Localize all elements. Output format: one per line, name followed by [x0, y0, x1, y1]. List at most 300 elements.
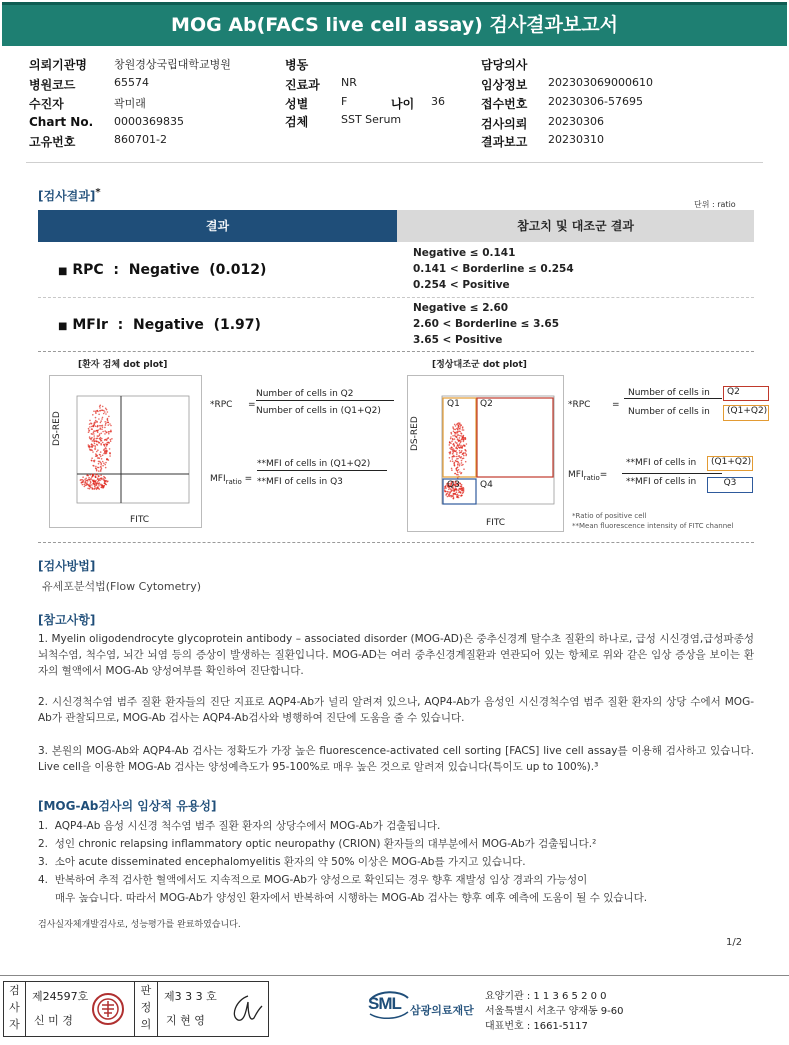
scatter-dot	[97, 477, 99, 479]
inspector-label-char: 자	[9, 1018, 20, 1031]
scatter-dot	[104, 464, 106, 466]
value-sex: F	[341, 95, 348, 108]
scatter-dot	[100, 420, 102, 422]
scatter-dot	[99, 480, 101, 482]
scatter-dot	[457, 494, 459, 496]
scatter-dot	[105, 443, 107, 445]
scatter-dot	[110, 425, 112, 427]
scatter-dot	[92, 465, 94, 467]
scatter-dot	[457, 456, 459, 458]
label-hospital-code: 병원코드	[29, 78, 76, 92]
reference-p3: 3. 본원의 MOG-Ab와 AQP4-Ab 검사는 정확도가 가장 높은 fluorescence-activated cell sorting [FACS] live cell assay를 이용해 검사하고 있습니다. Live cell을 이용한 MOG-Ab 검사는 양성예측도가 95-100%로 매우 높은 것으로 알려져 있습니다(특이도 up to 100%).³	[38, 745, 754, 773]
scatter-dot	[463, 492, 465, 494]
scatter-dot	[93, 410, 95, 412]
scatter-dot	[450, 442, 452, 444]
scatter-dot	[452, 461, 454, 463]
scatter-dot	[463, 441, 465, 443]
scatter-dot	[459, 456, 461, 458]
ctrl-mfi-num-text: **MFI of cells in	[626, 458, 697, 468]
scatter-dot	[103, 444, 105, 446]
scatter-dot	[459, 463, 461, 465]
scatter-dot	[95, 420, 97, 422]
scatter-dot	[459, 471, 461, 473]
scatter-dot	[97, 457, 99, 459]
scatter-dot	[458, 424, 460, 426]
scatter-dot	[460, 495, 462, 497]
label-age: 나이	[391, 97, 415, 111]
scatter-dot	[104, 421, 106, 423]
scatter-dot	[465, 461, 467, 463]
scatter-dot	[452, 458, 454, 460]
scatter-dot	[100, 440, 102, 442]
scatter-dot	[454, 465, 456, 467]
scatter-dot	[462, 464, 464, 466]
value-age: 36	[431, 95, 445, 108]
scatter-dot	[455, 451, 457, 453]
scatter-dot	[107, 480, 109, 482]
scatter-dot	[456, 496, 458, 498]
value-request-date: 20230306	[548, 115, 604, 128]
scatter-dot	[103, 453, 105, 455]
scatter-dot	[108, 422, 110, 424]
scatter-dot	[97, 435, 99, 437]
label-report-date: 결과보고	[481, 135, 528, 149]
scatter-dot	[95, 487, 97, 489]
rpc-result-text: RPC : Negative (0.012)	[72, 262, 267, 278]
scatter-dot	[90, 482, 92, 484]
scatter-dot	[91, 446, 93, 448]
scatter-dot	[464, 437, 466, 439]
scatter-dot	[104, 439, 106, 441]
scatter-dot	[108, 442, 110, 444]
scatter-dot	[462, 453, 464, 455]
scatter-dot	[100, 470, 102, 472]
ctrl-mfi-label	[568, 470, 607, 482]
value-unique-no: 860701-2	[114, 133, 167, 146]
scatter-dot	[86, 482, 88, 484]
scatter-dot	[458, 469, 460, 471]
scatter-dot	[458, 444, 460, 446]
value-department: NR	[341, 76, 357, 89]
results-asterisk: *	[95, 187, 101, 198]
scatter-dot	[458, 422, 460, 424]
scatter-dot	[99, 410, 101, 412]
scatter-dot	[465, 452, 467, 454]
scatter-dot	[452, 450, 454, 452]
scatter-dot	[85, 485, 87, 487]
mfi-denominator: **MFI of cells in Q3	[257, 477, 343, 487]
scatter-dot	[96, 489, 98, 491]
mfir-ref-negative: Negative ≤ 2.60	[413, 302, 509, 314]
report-title: MOG Ab(FACS live cell assay) 검사결과보고서	[2, 2, 787, 46]
scatter-dot	[457, 470, 459, 472]
label-physician: 담당의사	[481, 58, 528, 72]
ctrl-rpc-num-text: Number of cells in	[628, 388, 710, 398]
scatter-dot	[461, 456, 463, 458]
scatter-dot	[95, 477, 97, 479]
scatter-dot	[92, 445, 94, 447]
q1-label: Q1	[447, 399, 460, 409]
scatter-dot	[88, 429, 90, 431]
scatter-dot	[452, 435, 454, 437]
inspector-id: 제24597호	[32, 990, 89, 1003]
scatter-dot	[462, 458, 464, 460]
scatter-dot	[101, 458, 103, 460]
scatter-dot	[461, 462, 463, 464]
ctrl-mfi-sub-text: ratio	[583, 473, 600, 482]
scatter-dot	[104, 451, 106, 453]
scatter-dot	[456, 428, 458, 430]
scatter-dot	[463, 468, 465, 470]
scatter-dot	[108, 433, 110, 435]
bullet-icon: ■	[58, 266, 68, 277]
scatter-dot	[96, 451, 98, 453]
scatter-dot	[449, 457, 451, 459]
scatter-dot	[91, 443, 93, 445]
scatter-dot	[100, 475, 102, 477]
scatter-dot	[459, 452, 461, 454]
scatter-dot	[94, 443, 96, 445]
row-divider	[38, 297, 754, 298]
scatter-dot	[450, 432, 452, 434]
header-divider	[26, 162, 763, 163]
control-y-axis-label: DS-RED	[410, 416, 420, 451]
clinical-item: 2. 성인 chronic relapsing inflammatory optic neuropathy (CRION) 환자들의 대부분에서 MOG-Ab가 검출됩니다.²	[38, 838, 597, 850]
scatter-dot	[450, 460, 452, 462]
scatter-dot	[100, 451, 102, 453]
scatter-dot	[91, 476, 93, 478]
scatter-dot	[89, 488, 91, 490]
scatter-dot	[462, 426, 464, 428]
scatter-dot	[96, 438, 98, 440]
scatter-dot	[99, 454, 101, 456]
scatter-dot	[454, 424, 456, 426]
patient-dot-plot	[49, 375, 202, 528]
label-patient: 수진자	[29, 97, 64, 111]
control-x-axis-label: FITC	[486, 518, 506, 528]
ctrl-rpc-label: *RPC	[568, 400, 591, 410]
scatter-dot	[453, 448, 455, 450]
scatter-dot	[449, 492, 451, 494]
scatter-dot	[92, 473, 94, 475]
scatter-dot	[105, 448, 107, 450]
scatter-dot	[110, 440, 112, 442]
scatter-dot	[102, 417, 104, 419]
scatter-dot	[104, 411, 106, 413]
scatter-dot	[103, 462, 105, 464]
scatter-dot	[89, 423, 91, 425]
rpc-formula-label: *RPC	[210, 400, 233, 410]
scatter-dot	[104, 481, 106, 483]
scatter-dot	[106, 431, 108, 433]
inspector-label-char: 사	[9, 1001, 20, 1014]
scatter-dot	[91, 426, 93, 428]
scatter-dot	[101, 409, 103, 411]
label-ward: 병동	[285, 58, 309, 72]
mfi-numerator: **MFI of cells in (Q1+Q2)	[257, 459, 387, 471]
scatter-dot	[459, 431, 461, 433]
scatter-dot	[103, 410, 105, 412]
scatter-dot	[95, 425, 97, 427]
mfi-sub-text: ratio	[225, 477, 242, 486]
scatter-dot	[460, 445, 462, 447]
method-title: [검사방법]	[38, 559, 96, 573]
scatter-dot	[459, 450, 461, 452]
judge-name: 지 현 영	[166, 1014, 205, 1027]
label-unique-no: 고유번호	[29, 135, 76, 149]
scatter-dot	[109, 448, 111, 450]
scatter-dot	[100, 464, 102, 466]
scatter-dot	[461, 486, 463, 488]
scatter-dot	[90, 422, 92, 424]
scatter-dot	[461, 460, 463, 462]
scatter-dot	[94, 486, 96, 488]
scatter-dot	[453, 496, 455, 498]
scatter-dot	[451, 447, 453, 449]
scatter-dot	[93, 437, 95, 439]
scatter-dot	[98, 483, 100, 485]
scatter-dot	[97, 481, 99, 483]
scatter-dot	[102, 442, 104, 444]
value-patient: 곽미래	[114, 97, 146, 110]
scatter-dot	[88, 428, 90, 430]
rpc-ref-positive: 0.254 < Positive	[413, 279, 510, 291]
rpc-denominator: Number of cells in (Q1+Q2)	[256, 406, 381, 416]
rpc-ref-borderline: 0.141 < Borderline ≤ 0.254	[413, 263, 574, 275]
scatter-dot	[460, 432, 462, 434]
scatter-dot	[89, 447, 91, 449]
scatter-dot	[456, 491, 458, 493]
ctrl-rpc-num-box: Q2	[723, 386, 769, 401]
scatter-dot	[94, 461, 96, 463]
scatter-dot	[100, 466, 102, 468]
note-ratio: *Ratio of positive cell	[572, 512, 647, 520]
scatter-dot	[98, 441, 100, 443]
rpc-reference	[413, 245, 574, 293]
scatter-dot	[456, 458, 458, 460]
scatter-dot	[462, 439, 464, 441]
ctrl-mfi-den-text: **MFI of cells in	[626, 477, 697, 487]
scatter-dot	[454, 434, 456, 436]
clinical-item: 3. 소아 acute disseminated encephalomyelitis 환자의 약 50% 이상은 MOG-Ab를 가지고 있습니다.	[38, 856, 526, 868]
scatter-dot	[102, 431, 104, 433]
scatter-dot	[451, 491, 453, 493]
scatter-dot	[98, 470, 100, 472]
scatter-dot	[447, 496, 449, 498]
scatter-dot	[457, 461, 459, 463]
scatter-dot	[88, 445, 90, 447]
scatter-dot	[88, 479, 90, 481]
scatter-dot	[98, 467, 100, 469]
scatter-dot	[460, 424, 462, 426]
clinical-item: 1. AQP4-Ab 음성 시신경 척수염 범주 질환 환자의 상당수에서 MOG-Ab가 검출됩니다.	[38, 820, 441, 832]
scatter-dot	[95, 466, 97, 468]
clinical-list	[38, 817, 768, 907]
scatter-dot	[455, 473, 457, 475]
scatter-dot	[452, 444, 454, 446]
results-title-text: [검사결과]	[38, 189, 96, 203]
scatter-dot	[97, 425, 99, 427]
mfi-label-text: MFI	[210, 474, 226, 484]
scatter-dot	[89, 436, 91, 438]
scatter-dot	[93, 481, 95, 483]
scatter-dot	[93, 433, 95, 435]
mfir-ref-positive: 3.65 < Positive	[413, 334, 503, 346]
scatter-dot	[83, 480, 85, 482]
scatter-dot	[456, 442, 458, 444]
ctrl-mfi-fraction-line	[622, 473, 722, 474]
seal-mark-icon	[94, 995, 122, 1023]
scatter-dot	[454, 493, 456, 495]
scatter-dot	[462, 489, 464, 491]
scatter-dot	[463, 444, 465, 446]
q4-label: Q4	[480, 480, 493, 490]
inspector-name: 신 미 경	[34, 1014, 73, 1027]
scatter-dot	[80, 479, 82, 481]
scatter-dot	[87, 488, 89, 490]
scatter-dot	[101, 428, 103, 430]
value-receipt-no: 20230306-57695	[548, 95, 643, 108]
scatter-dot	[460, 492, 462, 494]
scatter-dot	[454, 432, 456, 434]
bullet-icon: ■	[58, 321, 68, 332]
scatter-dot	[457, 464, 459, 466]
scatter-dot	[458, 434, 460, 436]
patient-x-axis-label: FITC	[130, 515, 150, 525]
plots-divider	[38, 542, 754, 543]
scatter-dot	[450, 436, 452, 438]
sml-logo-text: SML	[368, 994, 401, 1013]
scatter-dot	[461, 450, 463, 452]
scatter-dot	[453, 498, 455, 500]
scatter-dot	[100, 427, 102, 429]
judge-label-char: 판	[140, 984, 152, 997]
clinical-title: [MOG-Ab검사의 임상적 유용성]	[38, 799, 217, 813]
scatter-dot	[92, 488, 94, 490]
scatter-dot	[460, 426, 462, 428]
scatter-dot	[102, 487, 104, 489]
ctrl-mfi-den-box: Q3	[707, 477, 753, 493]
scatter-dot	[93, 482, 95, 484]
value-specimen: SST Serum	[341, 113, 402, 126]
scatter-dot	[453, 445, 455, 447]
q3-label: Q3	[447, 480, 460, 490]
scatter-dot	[461, 435, 463, 437]
label-sex: 성별	[285, 97, 309, 111]
scatter-dot	[444, 488, 446, 490]
scatter-dot	[97, 455, 99, 457]
scatter-dot	[460, 489, 462, 491]
judge-label-char: 정	[140, 1001, 152, 1014]
unit-label: 단위 : ratio	[694, 200, 736, 209]
scatter-dot	[93, 430, 95, 432]
scatter-dot	[105, 408, 107, 410]
scatter-dot	[90, 479, 92, 481]
scatter-dot	[454, 438, 456, 440]
mfir-result	[58, 317, 261, 333]
results-divider	[38, 351, 754, 352]
scatter-dot	[91, 487, 93, 489]
mfi-equals: =	[244, 474, 253, 484]
clinical-item: 4. 반복하여 추적 검사한 혈액에서도 지속적으로 MOG-Ab가 양성으로 확인되는 경우 향후 재발성 임상 경과의 가능성이	[38, 874, 588, 886]
scatter-dot	[92, 414, 94, 416]
scatter-dot	[459, 437, 461, 439]
ctrl-rpc-den-box: (Q1+Q2)	[723, 405, 769, 421]
scatter-dot	[106, 458, 108, 460]
scatter-dot	[108, 424, 110, 426]
scatter-dot	[459, 428, 461, 430]
patient-y-axis-label: DS-RED	[52, 411, 62, 446]
scatter-dot	[109, 455, 111, 457]
scatter-dot	[463, 455, 465, 457]
scatter-dot	[98, 487, 100, 489]
scatter-dot	[457, 431, 459, 433]
scatter-dot	[459, 435, 461, 437]
scatter-dot	[99, 461, 101, 463]
scatter-dot	[98, 463, 100, 465]
scatter-dot	[94, 488, 96, 490]
scatter-dot	[88, 477, 90, 479]
scatter-dot	[95, 467, 97, 469]
page-number: 1/2	[726, 937, 743, 948]
scatter-dot	[454, 490, 456, 492]
reference-p2: 2. 시신경척수염 범주 질환 환자들의 진단 지표로 AQP4-Ab가 널리 알려져 있으나, AQP4-Ab가 음성인 시신경척수염 범주 질환 환자의 상당 수에서 MOG-Ab가 관찰되므로, MOG-Ab 검사는 AQP4-Ab검사와 병행하여 진단에 도움을 줄 수 있습니다.	[38, 696, 754, 724]
scatter-dot	[93, 441, 95, 443]
scatter-dot	[98, 418, 100, 420]
results-section-title	[38, 187, 101, 204]
label-specimen: 검체	[285, 115, 309, 129]
scatter-dot	[102, 425, 104, 427]
scatter-dot	[91, 433, 93, 435]
scatter-dot	[85, 478, 87, 480]
scatter-dot	[90, 474, 92, 476]
scatter-dot	[102, 406, 104, 408]
scatter-dot	[109, 423, 111, 425]
scatter-dot	[456, 454, 458, 456]
mfir-result-text: MFIr : Negative (1.97)	[72, 317, 261, 333]
org-info	[485, 989, 624, 1034]
scatter-dot	[95, 411, 97, 413]
scatter-dot	[97, 444, 99, 446]
scatter-dot	[101, 438, 103, 440]
scatter-dot	[456, 452, 458, 454]
scatter-dot	[107, 437, 109, 439]
scatter-dot	[452, 426, 454, 428]
scatter-dot	[449, 444, 451, 446]
label-institution: 의뢰기관명	[29, 58, 87, 72]
scatter-dot	[455, 429, 457, 431]
value-hospital-code: 65574	[114, 76, 149, 89]
scatter-dot	[109, 452, 111, 454]
scatter-dot	[104, 433, 106, 435]
scatter-dot	[100, 433, 102, 435]
scatter-dot	[98, 485, 100, 487]
scatter-dot	[102, 465, 104, 467]
scatter-dot	[101, 418, 103, 420]
scatter-dot	[458, 440, 460, 442]
scatter-dot	[102, 426, 104, 428]
ctrl-rpc-fraction-line	[624, 398, 722, 399]
label-request-date: 검사의뢰	[481, 117, 528, 131]
judge-id: 제3 3 3 호	[164, 990, 217, 1003]
scatter-dot	[104, 479, 106, 481]
patient-plot-title: [환자 검체 dot plot]	[78, 360, 168, 370]
scatter-dot	[101, 487, 103, 489]
scatter-dot	[95, 417, 97, 419]
scatter-dot	[451, 468, 453, 470]
scatter-dot	[452, 439, 454, 441]
scatter-dot	[107, 419, 109, 421]
